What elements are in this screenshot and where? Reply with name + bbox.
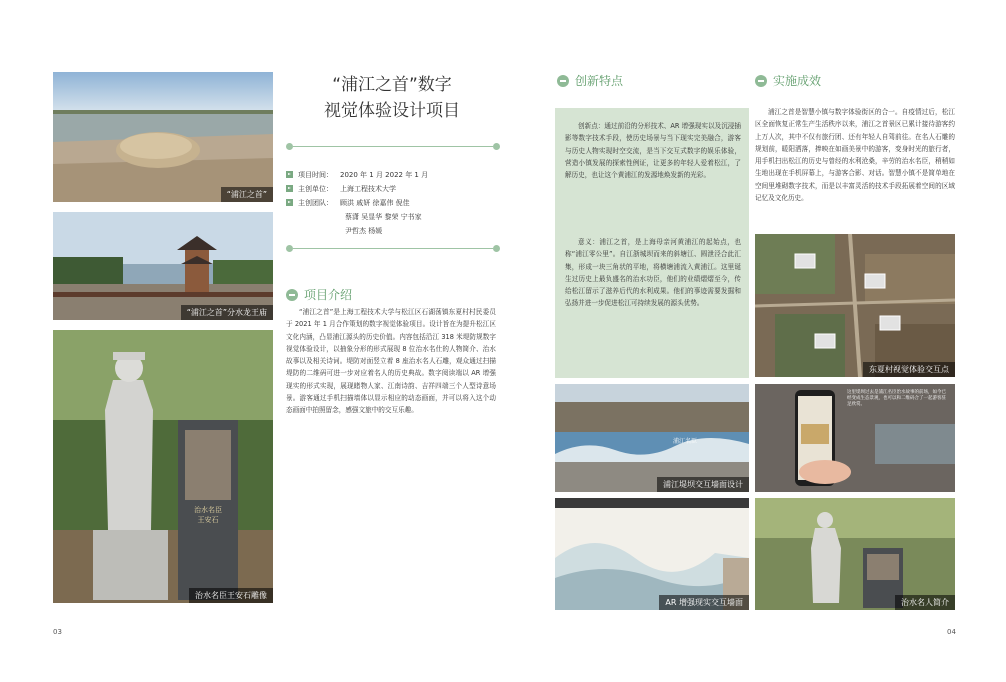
title-line-1: “浦江之首”数字: [332, 75, 452, 95]
results-text: 浦江之首是智慧小镇与数字体验街区的合一。自疫情过后，松江区全面恢复正常生产生活秩序以来，浦江之首景区已累计接待游客约上万人次，其中不仅有旅行团、还有年轻人自驾前往。在名人石雕的规划前，暖阳洒落，捧映在如画美景中的游客，变身时光的旅行者，用手机扫出松江的历史与曾经的水利沧桑，辛劳的治水名臣，稍稍如生地出现在手机屏幕上，与游客合影、对话。智慧小镇不是简单地在空间里堆砌数字技术，而是以丰富灵活的技术手段拓展着空间的区域记忆及文化历史。: [755, 108, 955, 203]
statue-sign: 治水名臣 王安石: [194, 506, 222, 524]
photo-caption: 治水名臣王安石雕像: [189, 588, 273, 603]
photo-statue-intro: [755, 498, 955, 610]
title-line-2: 视觉体验设计项目: [324, 101, 460, 121]
project-meta: [286, 168, 496, 238]
team-line-2: 蔡潇 吴显华 黎荣 宁书家: [345, 213, 422, 221]
title-divider: [286, 142, 500, 150]
section-icon: [755, 75, 767, 87]
innovation-text-1: 创新点：通过前沿的分形技术、AR 增强现实以及沉浸插影等数字技术手段，使历史场景与当下现实完美融合，游客与历史人物实现时空交流，是当下交互式数字的娱乐体验，营造小镇发展的探索性例证，让更多的年轻人爱着松江，了解历史，也让这个黄浦江的发源地焕发新的光彩。: [565, 122, 741, 180]
photo-caption: 东夏村视觉体验交互点: [863, 362, 955, 377]
intro-heading: 项目介绍: [286, 286, 352, 303]
innovation-box: [555, 108, 749, 378]
photo-caption: AR 增强现实交互墙面: [659, 595, 749, 610]
left-page: [50, 40, 510, 640]
meta-row-team: 主创团队： 顾洪 戚妍 徐嘉伟 倪佳: [286, 196, 496, 210]
photo-caption: “浦江之首”: [221, 187, 273, 202]
photo-longwang-temple: [53, 212, 273, 320]
section-icon: [286, 289, 298, 301]
photo-pujiang-stone: [53, 72, 273, 202]
photo-caption: “浦江之首”分水龙王庙: [181, 305, 273, 320]
page-number: 04: [947, 628, 956, 636]
meta-row-unit: 主创单位： 上海工程技术大学: [286, 182, 496, 196]
photo-caption: 治水名人简介: [895, 595, 955, 610]
meta-divider: [286, 244, 500, 252]
arrow-icon: [286, 171, 293, 178]
arrow-icon: [286, 185, 293, 192]
photo-caption: 浦江堤坝交互墙面设计: [657, 477, 749, 492]
innovation-text-2: 意义：浦江之首，是上海母亲河黄浦江的起始点，也称“浦江零公里”。自江浙城坝而来的斜塘江、圆泄泾合此汇集，形成一块三角状的平地，将横塘浦流入黄浦江。这里诞生过历史上最负盛名的治水功臣，他们的业绩熠熠至今，传给松江留示了滋养后代的水利成果。他们的事迹需要发掘和弘扬并进一步促进松江可持续发展的源头优势。: [565, 238, 741, 308]
mural-label: 浦江名臣: [673, 438, 698, 445]
page-title: [287, 72, 497, 124]
intro-text: “浦江之首”是上海工程技术大学与松江区石湖荡镇东夏村村民委员于 2021 年 1 月合作策划的数字视觉体验项目。设计旨在为提升松江区文化内涵，凸显浦江源头的历史价值。内容包括沿江 318 米堤防规数字视觉体验设计，以抽象分形的形式展现 8 位治水名仕的人物简介、治水故事以及相关诗词。堤防对面竖立着 8 座治水名人石雕，观众通过扫描堤防的二维码可进一步对应着名人的历史典故。数字阅读端以 AR 增强现实的形式实现，展现睹物人家、江南诗韵、吉祥四端三个人型诗意场景。游客通过手机扫描墙体以显示相应的动态画面，并可以将入这个动态画面中拍照留念，感强文旅中的交互乐趣。: [286, 308, 496, 415]
team-line-3: 尹哲杰 杨媛: [345, 227, 383, 235]
right-page: [555, 40, 1006, 640]
wall-poem: [595, 514, 749, 550]
photo-embankment-wall: [555, 384, 749, 492]
arrow-icon: [286, 199, 293, 206]
phone-overlay-text: 这里堤坝过去是浦江名臣治水故事的前场，如今已经变成生态景观，也可以和二维码合了一起游客驻足欣赏。: [847, 390, 946, 407]
innovation-heading: 创新特点: [557, 72, 623, 89]
section-icon: [557, 75, 569, 87]
photo-ar-wall: [555, 498, 749, 610]
meta-row-time: 项目时间： 2020 年 1 月 2022 年 1 月: [286, 168, 496, 182]
photo-wang-anshi-statue: [53, 330, 273, 603]
photo-phone-ar: [755, 384, 955, 492]
photo-village-aerial: [755, 234, 955, 377]
results-heading: 实施成效: [755, 72, 821, 89]
page-number: 03: [53, 628, 62, 636]
